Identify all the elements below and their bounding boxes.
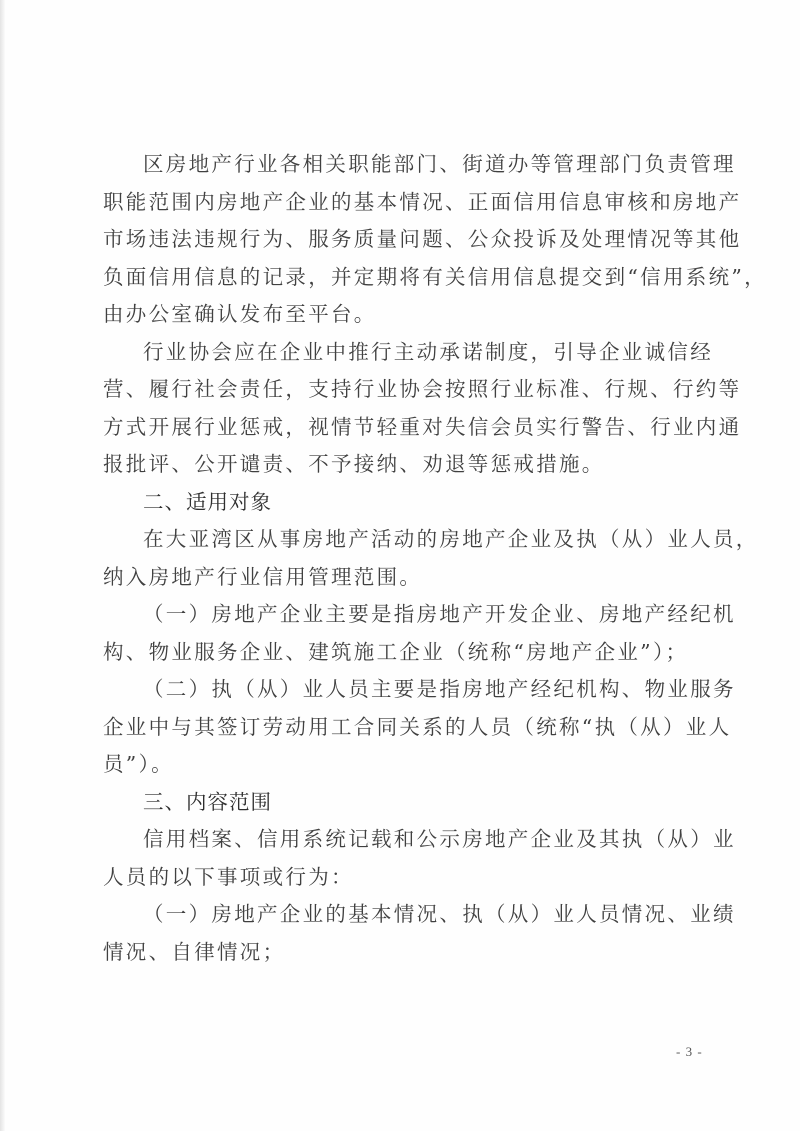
- scan-edge: [0, 0, 5, 1131]
- text-line: （一）房地产企业的基本情况、执（从）业人员情况、业绩: [143, 902, 736, 926]
- paragraph-item-1-enterprises: [103, 596, 736, 671]
- paragraph-department-responsibilities: [103, 146, 767, 334]
- text-line: 营、履行社会责任，支持行业协会按照行业标准、行规、行约等: [103, 377, 742, 401]
- text-line: （一）房地产企业主要是指房地产开发企业、房地产经纪机: [143, 602, 736, 626]
- section-heading-applicable-objects: 二、适用对象: [143, 489, 272, 514]
- document-body: [103, 146, 767, 971]
- paragraph-scope-entities: [103, 521, 759, 596]
- text-line: 负面信用信息的记录，并定期将有关信用信息提交到“信用系统”，: [103, 264, 767, 289]
- text-line: 报批评、公开谴责、不予接纳、劝退等惩戒措施。: [103, 452, 605, 476]
- text-line: 行业协会应在企业中推行主动承诺制度，引导企业诚信经: [143, 339, 713, 364]
- section-heading-content-scope: 三、内容范围: [143, 789, 272, 814]
- text-line: （二）执（从）业人员主要是指房地产经纪机构、物业服务: [143, 677, 736, 701]
- text-line: 情况、自律情况；: [103, 939, 286, 964]
- paragraph-item-1-basic-info: [103, 896, 736, 971]
- paragraph-credit-records: [103, 821, 736, 896]
- text-line: 构、物业服务企业、建筑施工企业（统称“房地产企业”）；: [103, 639, 689, 664]
- text-line: 职能范围内房地产企业的基本情况、正面信用信息审核和房地产: [103, 189, 742, 214]
- text-line: 方式开展行业惩戒，视情节轻重对失信会员实行警告、行业内通: [103, 414, 742, 439]
- text-line: 在大亚湾区从事房地产活动的房地产企业及执（从）业人员，: [143, 527, 759, 551]
- text-line: 信用档案、信用系统记载和公示房地产企业及其执（从）业: [143, 827, 736, 851]
- page-number: - 3 -: [676, 1044, 703, 1059]
- text-line: 员”）。: [103, 752, 174, 776]
- text-line: 企业中与其签订劳动用工合同关系的人员（统称“执（从）业人: [103, 714, 732, 739]
- text-line: 市场违法违规行为、服务质量问题、公众投诉及处理情况等其他: [103, 227, 742, 251]
- text-line: 由办公室确认发布至平台。: [103, 302, 377, 326]
- text-line: 区房地产行业各相关职能部门、街道办等管理部门负责管理: [143, 152, 736, 176]
- text-line: 纳入房地产行业信用管理范围。: [103, 564, 423, 589]
- paragraph-item-2-practitioners: [103, 671, 736, 784]
- paragraph-industry-association: [103, 334, 742, 484]
- text-line: 人员的以下事项或行为：: [103, 864, 354, 889]
